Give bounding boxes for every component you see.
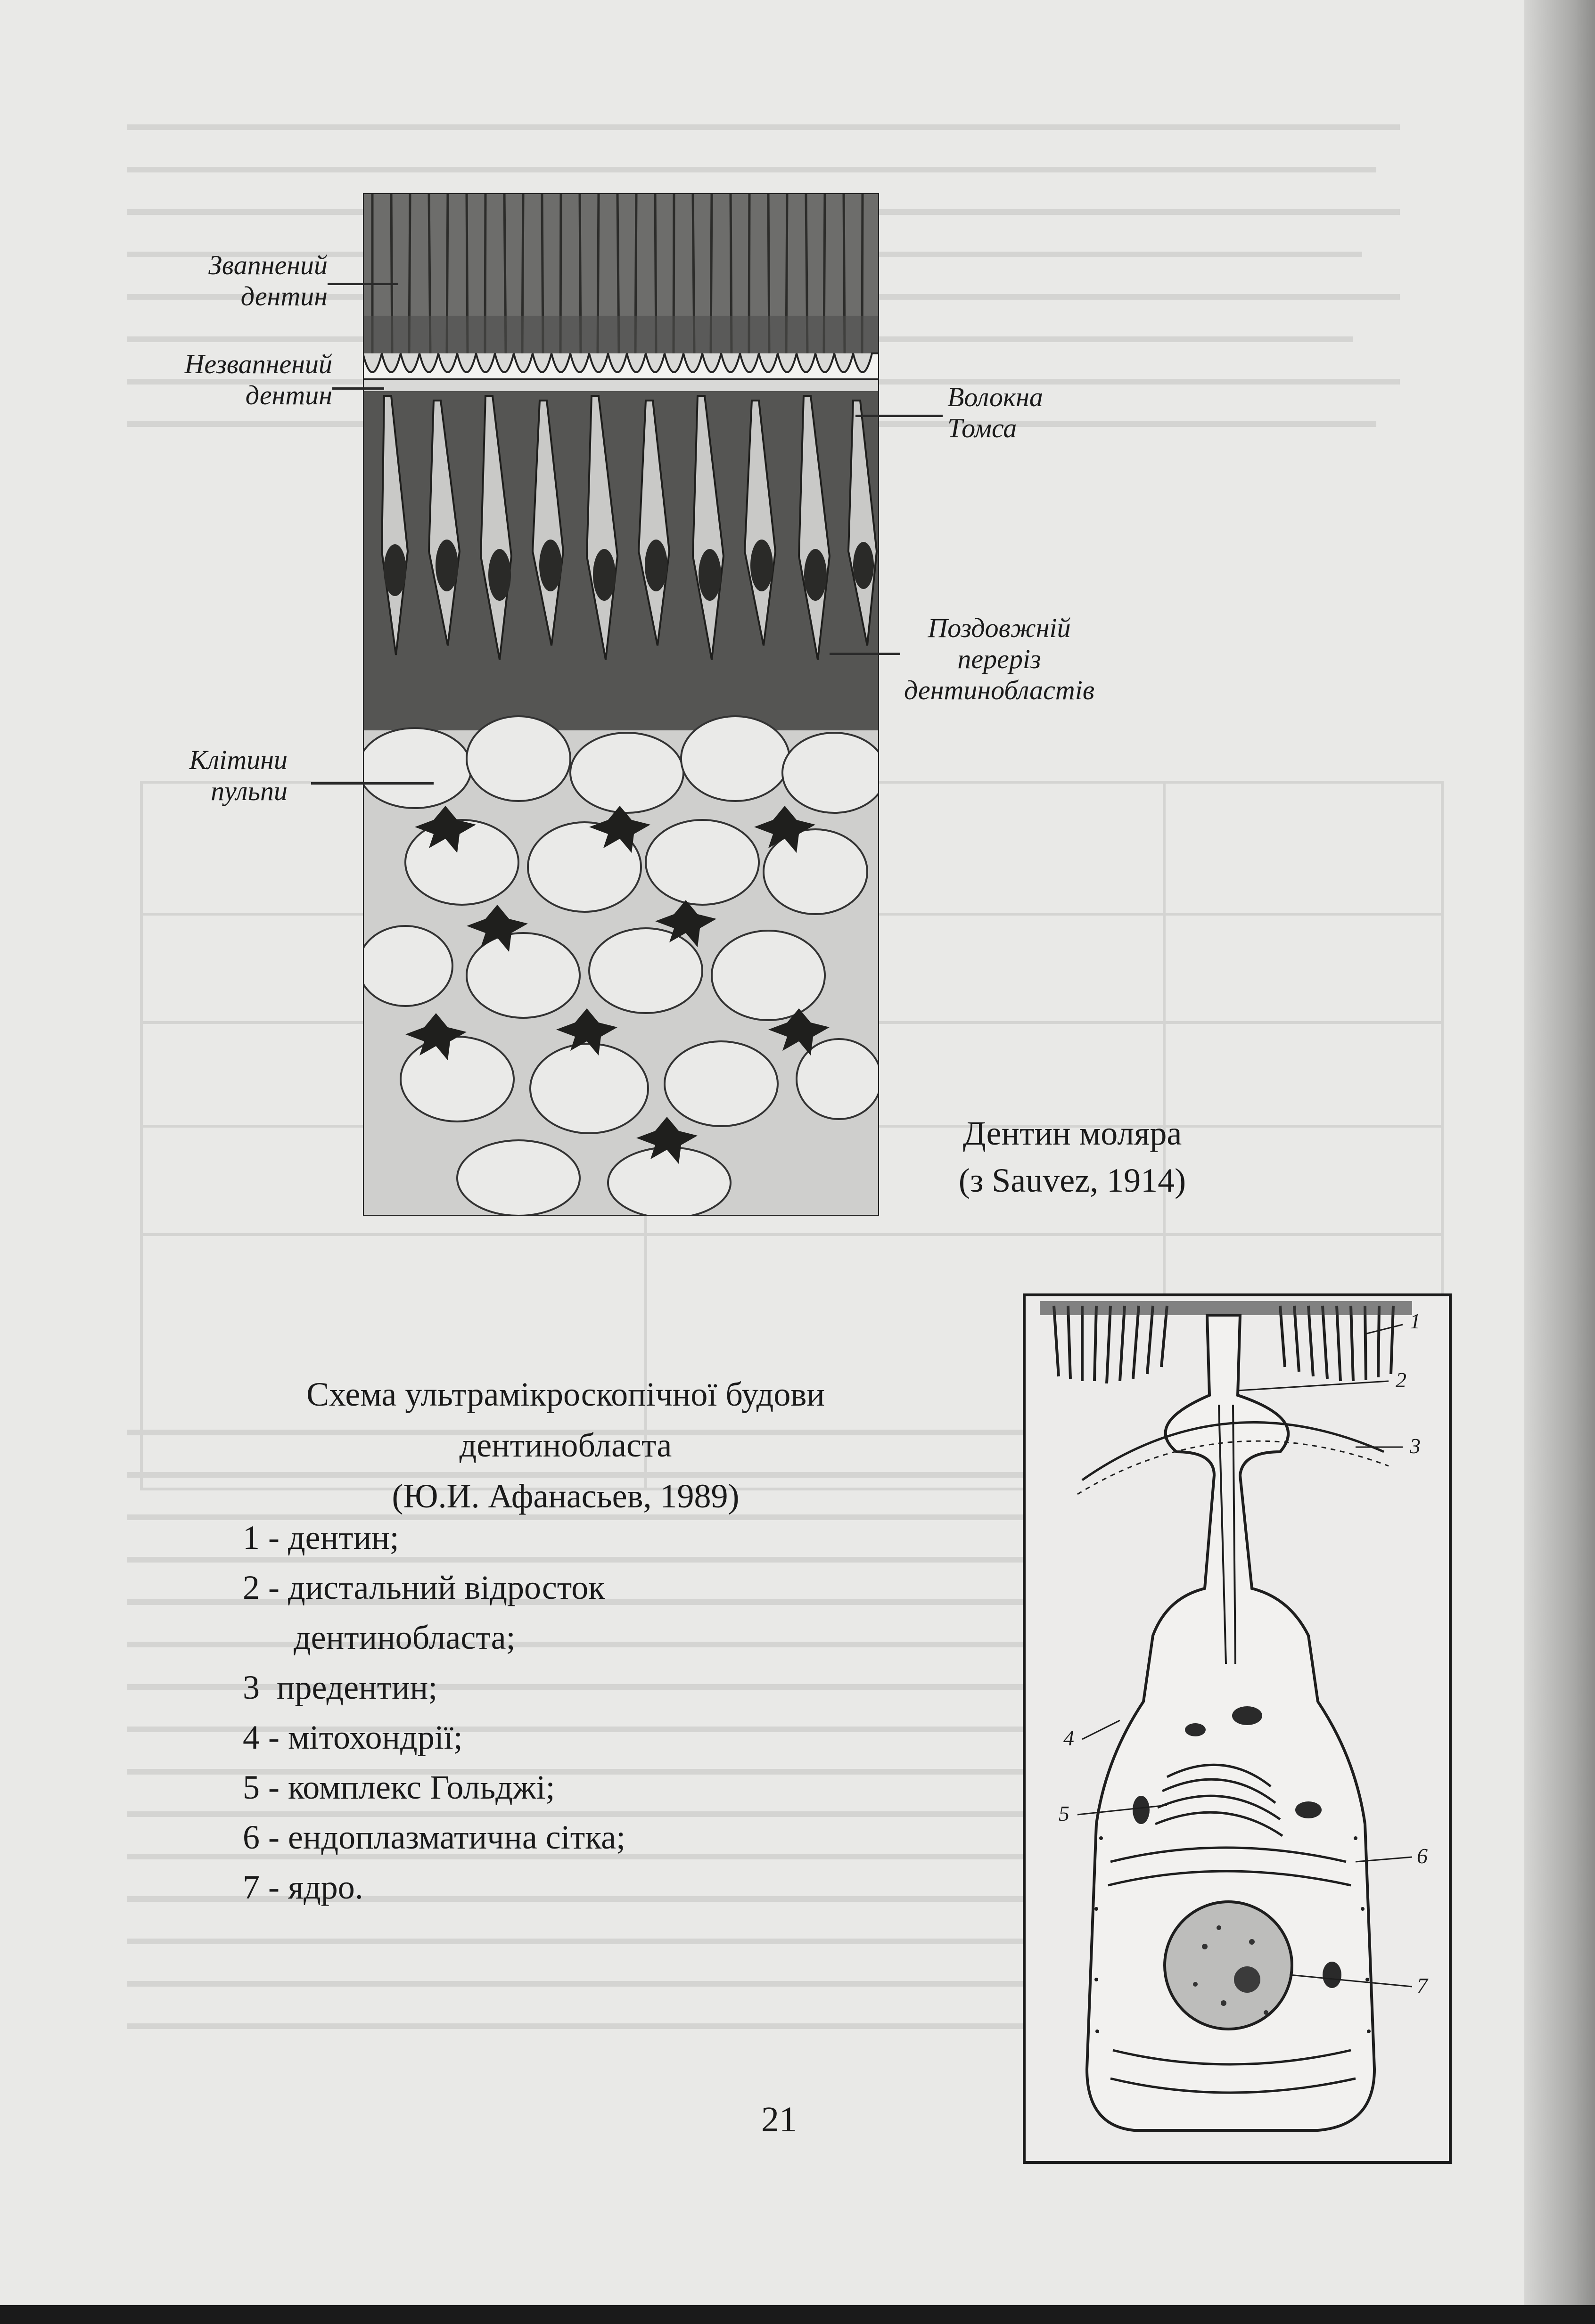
figure1-caption-title: Дентин моляра <box>962 1114 1182 1152</box>
fig2-number-1: 1 <box>1410 1309 1421 1333</box>
label-odontoblast-section: Поздовжній переріз дентинобластів <box>904 613 1095 705</box>
figure1-caption <box>907 1110 1237 1204</box>
page-number: 21 <box>761 2100 797 2139</box>
figure2-caption-line3: (Ю.И. Афанасьев, 1989) <box>392 1477 740 1515</box>
leader-odontoblast-section <box>830 653 900 655</box>
legend-item: 3 предентин; <box>243 1669 438 1706</box>
figure1-caption-source: (з Sauvez, 1914) <box>958 1162 1186 1199</box>
figure2-caption-line1: Схема ультрамікроскопічної будови <box>306 1375 825 1413</box>
leader-pulp-cells <box>311 782 434 785</box>
figure2-caption-line2: дентинобласта <box>459 1426 672 1464</box>
legend-item: 1 - дентин; <box>243 1519 399 1556</box>
fig2-number-7: 7 <box>1417 1973 1428 1997</box>
figure2-caption <box>222 1369 910 1522</box>
label-tomes-fibers: Волокна Томса <box>947 382 1043 443</box>
legend-item: 5 - комплекс Гольджі; <box>243 1768 555 1806</box>
fig2-number-6: 6 <box>1417 1844 1428 1868</box>
legend-item: 6 - ендоплазматична сітка; <box>243 1818 626 1856</box>
fig2-number-4: 4 <box>1063 1726 1074 1750</box>
page-edge-shadow <box>1524 0 1595 2324</box>
odontoblast-scheme-illustration <box>1023 1293 1452 2164</box>
dentin-molar-illustration <box>363 193 879 1216</box>
leader-tomes-fibers <box>855 415 943 417</box>
legend-item: 2 - дистальний відросток <box>243 1569 605 1606</box>
figure2-legend <box>243 1513 950 1912</box>
legend-item: 7 - ядро. <box>243 1868 363 1906</box>
scan-bottom-border <box>0 2305 1595 2324</box>
fig2-number-2: 2 <box>1396 1368 1406 1392</box>
leader-calcified-dentin <box>328 283 398 285</box>
fig2-number-5: 5 <box>1059 1801 1069 1825</box>
fig2-number-3: 3 <box>1410 1434 1421 1458</box>
leader-uncalcified-dentin <box>332 387 384 390</box>
label-pulp-cells: Клітини пульпи <box>189 745 288 806</box>
legend-item: дентинобласта; <box>243 1619 516 1656</box>
legend-item: 4 - мітохондрії; <box>243 1718 463 1756</box>
label-uncalcified-dentin: Незвапнений дентин <box>184 349 332 410</box>
label-calcified-dentin: Звапнений дентин <box>208 250 328 311</box>
